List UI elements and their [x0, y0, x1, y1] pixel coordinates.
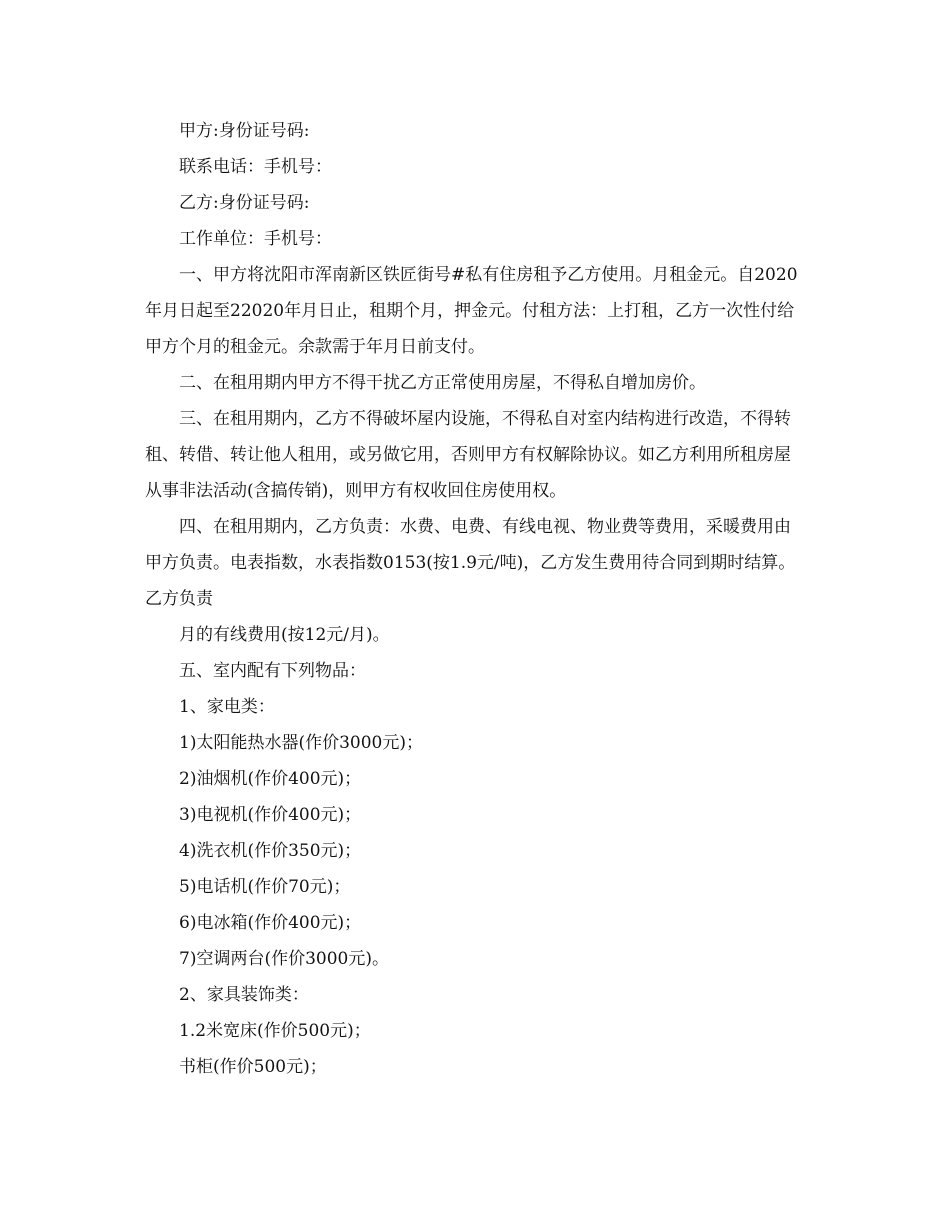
clause-3: 三、在租用期内，乙方不得破坏屋内设施，不得私自对室内结构进行改造，不得转租、转借、转让他人租用，或另做它用，否则甲方有权解除协议。如乙方利用所租房屋从事非法活动(含搞传销)，则甲方有权收回住房使用权。 — [145, 409, 791, 501]
list-item: 4)洗衣机(作价350元)； — [179, 841, 362, 861]
list-item: 7)空调两台(作价3000元)。 — [179, 949, 389, 969]
list-item: 1.2米宽床(作价500元)； — [179, 1021, 371, 1041]
list-item: 5)电话机(作价70元)； — [179, 877, 351, 897]
clause-2: 二、在租用期内甲方不得干扰乙方正常使用房屋，不得私自增加房价。 — [179, 373, 706, 393]
party-b-work-line: 工作单位：手机号： — [179, 229, 332, 249]
list-item: 书柜(作价500元)； — [179, 1057, 327, 1077]
list-item: 3)电视机(作价400元)； — [179, 805, 362, 825]
party-a-contact-line: 联系电话：手机号： — [179, 157, 332, 177]
party-a-id-line: 甲方:身份证号码: — [179, 121, 310, 141]
list-item: 2)油烟机(作价400元)； — [179, 769, 362, 789]
document-body — [145, 113, 805, 1085]
category-appliances: 1、家电类： — [179, 697, 275, 717]
party-b-id-line: 乙方:身份证号码: — [179, 193, 310, 213]
list-item: 6)电冰箱(作价400元)； — [179, 913, 362, 933]
list-item: 1)太阳能热水器(作价3000元)； — [179, 733, 423, 753]
category-furniture: 2、家具装饰类： — [179, 985, 309, 1005]
clause-4: 四、在租用期内，乙方负责：水费、电费、有线电视、物业费等费用，采暖费用由甲方负责。电表指数，水表指数0153(按1.9元/吨)，乙方发生费用待合同到期时结算。乙方负责 — [145, 517, 796, 609]
clause-5: 五、室内配有下列物品： — [179, 661, 366, 681]
clause-1: 一、甲方将沈阳市浑南新区铁匠街号#私有住房租予乙方使用。月租金元。自2020年月日起至22020年月日止，租期个月，押金元。付租方法：上打租，乙方一次性付给甲方个月的租金元。余款需于年月日前支付。 — [145, 265, 798, 357]
clause-4-continued: 月的有线费用(按12元/月)。 — [179, 625, 390, 645]
